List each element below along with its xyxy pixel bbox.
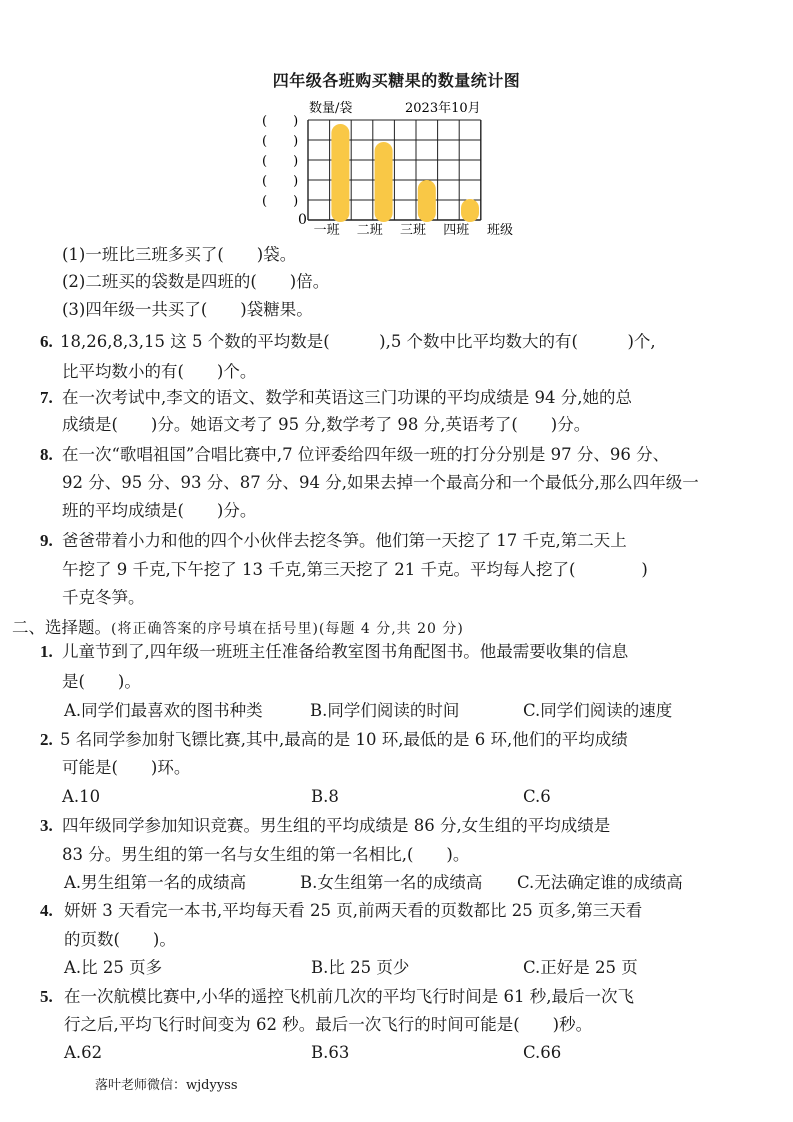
option-c[interactable]: C.同学们阅读的速度 xyxy=(523,701,673,720)
question-number: 9. xyxy=(40,531,53,550)
question-text: 千克冬笋。 xyxy=(62,588,145,607)
question-number: 5. xyxy=(40,987,53,1006)
question-number: 3. xyxy=(40,816,53,835)
x-tick-label: 四班 xyxy=(443,223,470,238)
footer-contact: 落叶老师微信：wjdyyss xyxy=(95,1078,238,1093)
y-tick-label: ( ) xyxy=(262,114,299,129)
question-text: 83 分。男生组的第一名与女生组的第一名相比,( )。 xyxy=(62,845,470,864)
section-instruction: (将正确答案的序号填在括号里)(每题 4 分,共 20 分) xyxy=(111,621,464,637)
y-zero-label: 0 xyxy=(298,212,307,228)
chart-date: 2023年10月 xyxy=(405,101,481,116)
option-a[interactable]: A.比 25 页多 xyxy=(64,958,163,977)
chart-bars xyxy=(331,124,479,222)
bar-3 xyxy=(418,180,436,222)
option-c[interactable]: C.6 xyxy=(523,787,551,806)
question-text: 可能是( )环。 xyxy=(62,758,191,777)
option-b[interactable]: B.同学们阅读的时间 xyxy=(310,701,460,720)
x-axis-ticks xyxy=(314,223,470,238)
question-text: 18,26,8,3,15 这 5 个数的平均数是( ),5 个数中比平均数大的有( )个, xyxy=(60,332,656,351)
x-axis-label: 班级 xyxy=(487,223,514,238)
option-a[interactable]: A.男生组第一名的成绩高 xyxy=(64,873,247,892)
y-axis-label: 数量/袋 xyxy=(309,101,353,116)
question-text: 午挖了 9 千克,下午挖了 13 千克,第三天挖了 21 千克。平均每人挖了( ) xyxy=(62,560,648,579)
option-a[interactable]: A.62 xyxy=(64,1043,103,1062)
question-text: 在一次考试中,李文的语文、数学和英语这三门功课的平均成绩是 94 分,她的总 xyxy=(62,388,632,407)
y-tick-label: ( ) xyxy=(262,194,299,209)
y-tick-label: ( ) xyxy=(262,154,299,169)
bar-2 xyxy=(375,142,393,222)
question-text: 比平均数小的有( )个。 xyxy=(62,362,257,381)
question-text: 92 分、95 分、93 分、87 分、94 分,如果去掉一个最高分和一个最低分,那么四年级一 xyxy=(62,473,699,492)
question-number: 6. xyxy=(40,332,53,351)
option-c[interactable]: C.无法确定谁的成绩高 xyxy=(517,873,683,892)
y-axis-ticks xyxy=(262,114,298,209)
chart-title: 四年级各班购买糖果的数量统计图 xyxy=(272,71,521,90)
bar-1 xyxy=(331,124,349,222)
question-number: 2. xyxy=(40,730,53,749)
option-b[interactable]: B.63 xyxy=(311,1043,350,1062)
x-tick-label: 一班 xyxy=(313,223,340,238)
option-c[interactable]: C.66 xyxy=(523,1043,562,1062)
question-text: 是( )。 xyxy=(62,672,141,691)
question-text: 班的平均成绩是( )分。 xyxy=(62,501,257,520)
question-number: 8. xyxy=(40,445,53,464)
chart-question-2: (2)二班买的袋数是四班的( )倍。 xyxy=(62,272,330,291)
option-b[interactable]: B.比 25 页少 xyxy=(311,958,410,977)
question-number: 4. xyxy=(40,901,53,920)
question-text: 儿童节到了,四年级一班班主任准备给教室图书角配图书。他最需要收集的信息 xyxy=(62,642,629,661)
option-b[interactable]: B.女生组第一名的成绩高 xyxy=(300,873,483,892)
question-text: 在一次航模比赛中,小华的遥控飞机前几次的平均飞行时间是 61 秒,最后一次飞 xyxy=(64,987,634,1006)
question-number: 7. xyxy=(40,388,53,407)
bar-chart xyxy=(250,92,550,242)
question-text: 在一次“歌唱祖国”合唱比赛中,7 位评委给四年级一班的打分分别是 97 分、96 分、 xyxy=(62,445,670,464)
question-text: 妍妍 3 天看完一本书,平均每天看 25 页,前两天看的页数都比 25 页多,第三天看 xyxy=(64,901,643,920)
y-tick-label: ( ) xyxy=(262,134,299,149)
option-c[interactable]: C.正好是 25 页 xyxy=(523,958,638,977)
question-text: 成绩是( )分。她语文考了 95 分,数学考了 98 分,英语考了( )分。 xyxy=(62,415,591,434)
y-tick-label: ( ) xyxy=(262,174,299,189)
chart-question-3: (3)四年级一共买了( )袋糖果。 xyxy=(62,300,313,319)
question-text: 行之后,平均飞行时间变为 62 秒。最后一次飞行的时间可能是( )秒。 xyxy=(64,1015,593,1034)
section-title: 二、选择题。 xyxy=(12,618,111,637)
x-tick-label: 三班 xyxy=(399,223,427,238)
chart-question-1: (1)一班比三班多买了( )袋。 xyxy=(62,245,297,264)
bar-4 xyxy=(461,199,479,222)
question-number: 1. xyxy=(40,642,53,661)
option-a[interactable]: A.同学们最喜欢的图书种类 xyxy=(64,701,263,720)
question-text: 的页数( )。 xyxy=(64,930,176,949)
section-heading xyxy=(12,614,464,638)
option-a[interactable]: A.10 xyxy=(62,787,101,806)
question-text: 爸爸带着小力和他的四个小伙伴去挖冬笋。他们第一天挖了 17 千克,第二天上 xyxy=(62,531,627,550)
question-text: 5 名同学参加射飞镖比赛,其中,最高的是 10 环,最低的是 6 环,他们的平均成绩 xyxy=(60,730,628,749)
x-tick-label: 二班 xyxy=(356,223,383,238)
question-text: 四年级同学参加知识竞赛。男生组的平均成绩是 86 分,女生组的平均成绩是 xyxy=(62,816,611,835)
option-b[interactable]: B.8 xyxy=(311,787,339,806)
